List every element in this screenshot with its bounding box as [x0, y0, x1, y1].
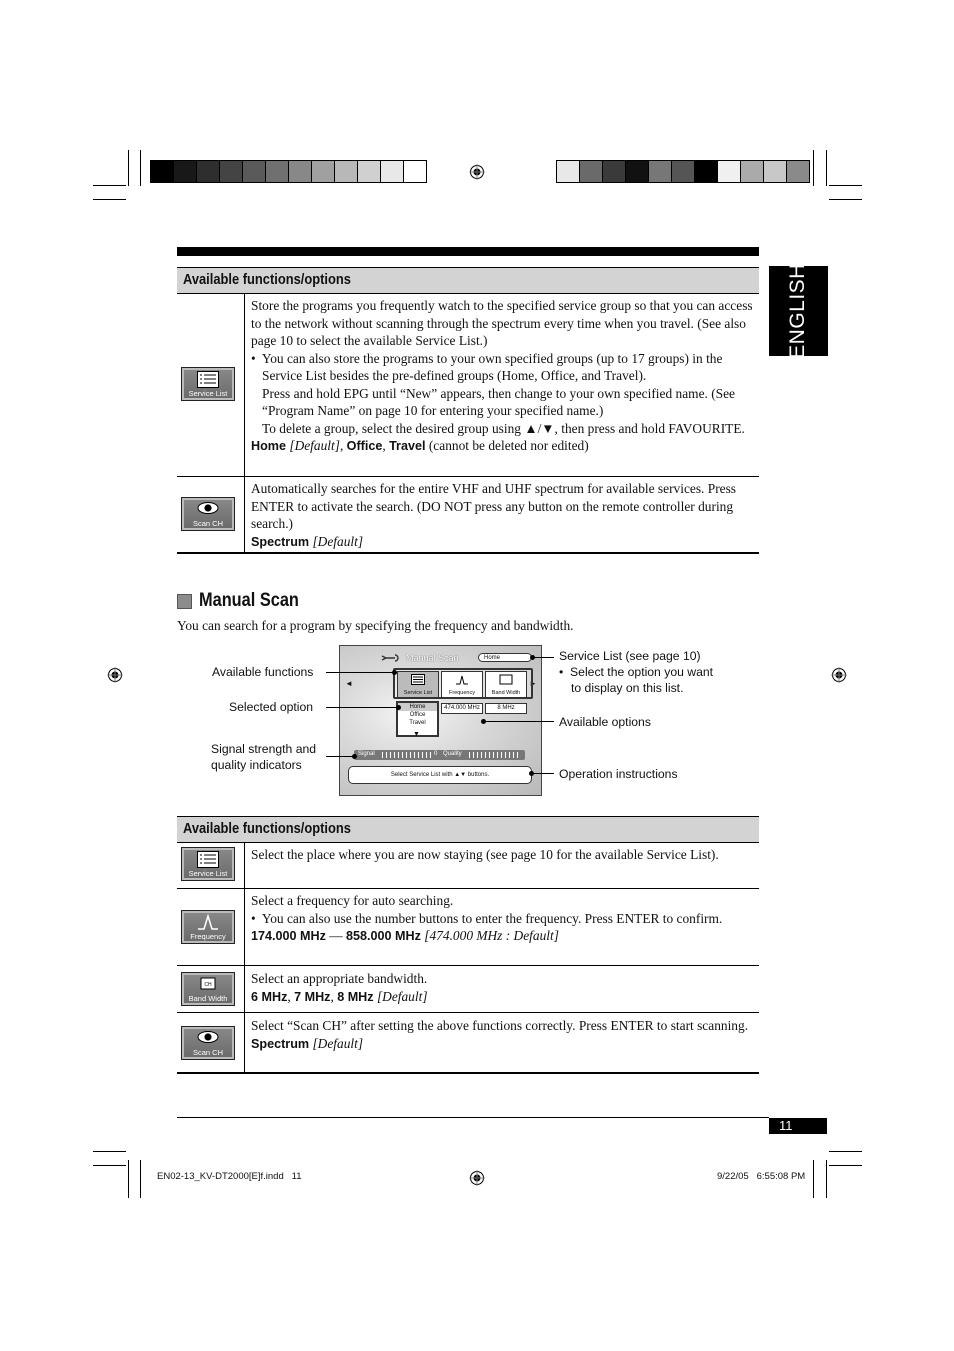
- eye-icon: [197, 1030, 219, 1045]
- table2-row-band-width: [177, 966, 759, 1013]
- service-list-button: Service List: [181, 847, 235, 881]
- table1-header: [177, 267, 759, 294]
- svg-text:CH: CH: [204, 982, 212, 988]
- scan-ch-button: [181, 497, 235, 531]
- operation-instructions-box: Select Service List with ▲▼ buttons.: [348, 766, 532, 784]
- registration-mark-icon: [107, 667, 123, 683]
- screen-selected-list: Home: [478, 653, 532, 662]
- band-width-icon: [499, 674, 513, 685]
- service-list-icon: [197, 851, 219, 868]
- screen-frequency-button: Frequency: [441, 671, 483, 698]
- table1-row-scan-ch: [177, 477, 759, 554]
- section-marker: [177, 594, 192, 609]
- table2-row-scan-ch: [177, 1013, 759, 1074]
- frequency-value: 474.000 MHz: [441, 703, 483, 714]
- section-rule: [177, 247, 759, 256]
- callout-service-list: Service List (see page 10) • Select the option you want to display on this list.: [559, 649, 714, 695]
- screen-title: Manual Scan: [406, 653, 459, 663]
- row-options: 6 MHz, 7 MHz, 8 MHz [Default]: [251, 988, 428, 1004]
- signal-quality-bar: Signal 0 Quality: [354, 750, 525, 760]
- wrench-icon: [380, 653, 400, 663]
- row-options: Home [Default], Office, Travel (cannot be deleted nor edited): [251, 438, 589, 453]
- language-tab: [769, 263, 828, 359]
- band-width-icon: [197, 976, 219, 993]
- registration-mark-icon: [469, 1170, 485, 1186]
- frequency-button: Frequency: [181, 910, 235, 944]
- service-list-button: [181, 367, 235, 401]
- row-options: Spectrum [Default]: [251, 533, 364, 549]
- callout-available-functions: Available functions: [212, 665, 314, 679]
- row-description: Select a frequency for auto searching.: [251, 893, 454, 908]
- row-description: Select “Scan CH” after setting the above functions correctly. Press ENTER to start scanning.: [251, 1018, 749, 1033]
- left-arrow-icon: ◄: [345, 679, 353, 688]
- row-bullet: You can also store the programs to your own specified groups (up to 17 groups) in the Service List besides the pre-defined groups (Home, Office, and Travel).: [261, 350, 723, 383]
- row-options: Spectrum [Default]: [251, 1035, 364, 1051]
- language-tab-label: ENGLISH: [786, 263, 809, 359]
- row-description: Store the programs you frequently watch to the specified service group so that you can access to the network without scanning through the spectrum every time when you travel. (See also page 10 to select the available Service List.): [251, 298, 753, 348]
- color-bar-right: [556, 160, 810, 183]
- callout-operation-instructions: Operation instructions: [559, 767, 678, 781]
- scan-ch-button: Scan CH: [181, 1026, 235, 1060]
- eye-icon: [197, 501, 219, 516]
- color-bar-left: [150, 160, 427, 183]
- footer-timestamp: 9/22/05 6:55:08 PM: [717, 1171, 806, 1182]
- table2-header: [177, 816, 759, 843]
- table2-row-frequency: Frequency Select a frequency for auto searching. • You can also use the number buttons to enter the frequency. Press ENTER to confirm. 174.000 MHz — 858.000 MHz [474.000 MHz : Default]: [177, 889, 759, 966]
- callout-signal-quality: Signal strength and quality indicators: [211, 742, 317, 772]
- registration-mark-icon: [469, 164, 485, 180]
- service-list-button-label: Service List: [188, 389, 228, 398]
- section-intro: You can search for a program by specifying the frequency and bandwidth.: [177, 618, 574, 633]
- band-width-button: CH Band Width: [181, 972, 235, 1006]
- screen-service-list-button: Service List: [397, 671, 439, 698]
- row-description: Automatically searches for the entire VHF and UHF spectrum for available services. Press ENTER to activate the search. (DO NOT press any button on the remote controller during search.): [251, 481, 737, 531]
- table1-row-service-list: Service List Store the programs you frequently watch to the specified service group so that you can access to the network without scanning through the spectrum every time when you travel. (See also page 10 to select the available Service List.) • You can also store the programs to your own specified groups (up to 17 groups) in the Service List besides the pre-defined groups (Home, Office, and Travel). Press and hold EPG until “New” appears, then change to your own specified name. (See “Program Name” on page 10 for entering your specified name.) To delete a group, select the desired group using ▲/▼, then press and hold FAVOURITE. Home [Default], Office, Travel (cannot be deleted nor edited): [177, 293, 759, 477]
- options-list-item: Office: [409, 712, 426, 718]
- section-title: Manual Scan: [199, 590, 299, 611]
- service-list-icon: [197, 371, 219, 388]
- footer-rule: [177, 1117, 769, 1118]
- table2-header-title: Available functions/options: [183, 820, 351, 837]
- footer-file-name: EN02-13_KV-DT2000[E]f.indd 11: [157, 1171, 302, 1182]
- options-list-item: Travel: [409, 720, 426, 726]
- row-note: To delete a group, select the desired group using ▲/▼, then press and hold FAVOURITE.: [262, 420, 745, 436]
- callout-available-options: Available options: [559, 715, 651, 729]
- scan-ch-button-label: Scan CH: [192, 519, 223, 528]
- frequency-icon: [197, 914, 219, 931]
- row-note: Press and hold EPG until “New” appears, then change to your own specified name. (See “Program Name” on page 10 for entering your specified name.): [262, 385, 736, 418]
- service-list-icon: [411, 674, 425, 685]
- row-description: Select the place where you are now staying (see page 10 for the available Service List).: [251, 847, 719, 862]
- table2-row-service-list: [177, 842, 759, 889]
- table1-header-title: Available functions/options: [183, 271, 351, 288]
- band-width-value: 8 MHz: [485, 703, 527, 714]
- callout-selected-option: Selected option: [229, 700, 314, 714]
- row-description: Select an appropriate bandwidth.: [251, 971, 428, 986]
- options-list-item: Home: [398, 703, 437, 711]
- page-number: 11: [779, 1118, 793, 1133]
- frequency-icon: [455, 674, 469, 685]
- screen-band-width-button: Band Width: [485, 671, 527, 698]
- row-bullet: You can also use the number buttons to enter the frequency. Press ENTER to confirm.: [261, 910, 723, 926]
- down-arrow-icon: ▼: [413, 730, 420, 738]
- registration-mark-icon: [831, 667, 847, 683]
- row-options: 174.000 MHz — 858.000 MHz [474.000 MHz : Default]: [251, 928, 559, 943]
- right-arrow-icon: ►: [529, 679, 537, 688]
- page-number-badge: [769, 1118, 827, 1134]
